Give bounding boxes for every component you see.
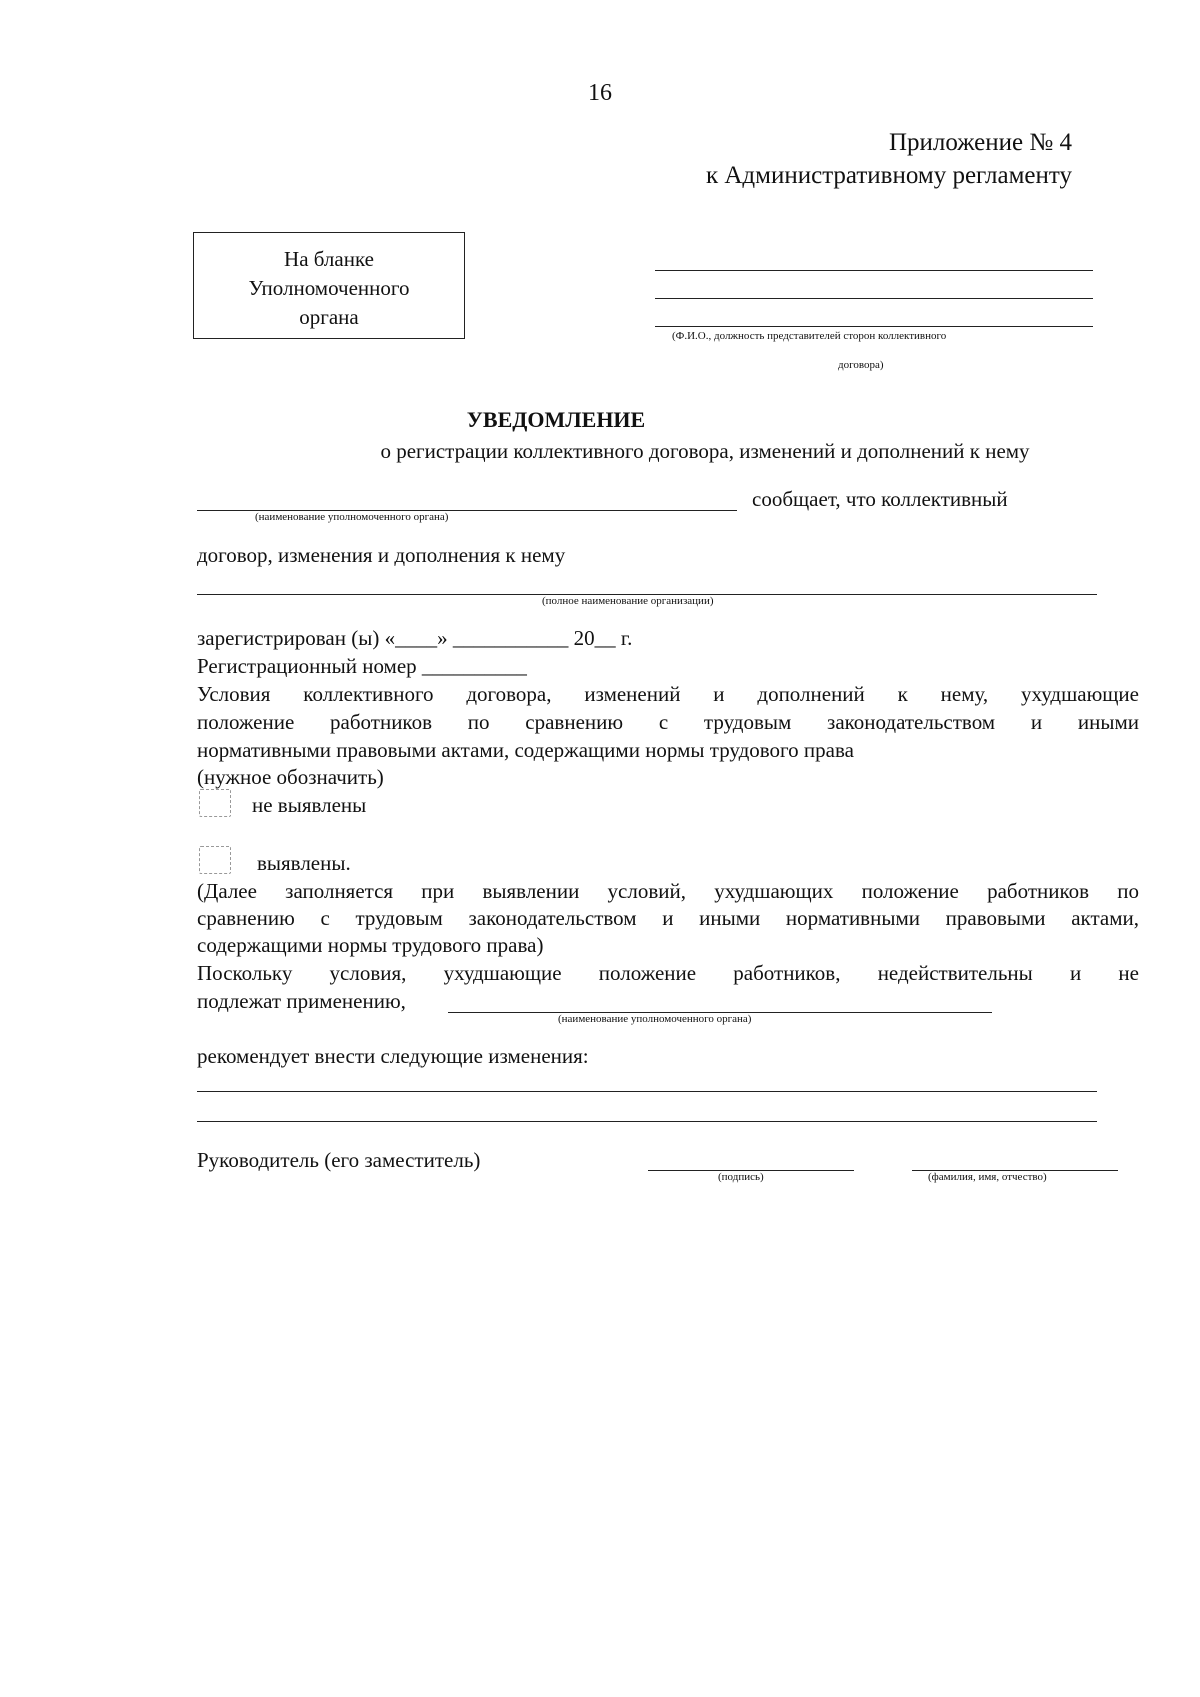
document-subtitle: о регистрации коллективного договора, изменений и дополнений к нему bbox=[380, 439, 1030, 463]
addressee-caption-1: (Ф.И.О., должность представителей сторон коллективного bbox=[672, 330, 947, 342]
signature-caption: (подпись) bbox=[718, 1171, 764, 1183]
registration-number-line: Регистрационный номер __________ bbox=[197, 654, 527, 678]
addressee-line-2 bbox=[655, 298, 1093, 299]
addressee-caption-2: договора) bbox=[838, 359, 884, 371]
authority-caption: (наименование уполномоченного органа) bbox=[255, 511, 449, 523]
recommends-text: рекомендует внести следующие изменения: bbox=[197, 1044, 589, 1068]
contract-text: договор, изменения и дополнения к нему bbox=[197, 543, 566, 567]
appendix-line-1: Приложение № 4 bbox=[888, 129, 1072, 156]
conditions-line-3: нормативными правовыми актами, содержащими нормы трудового права bbox=[197, 738, 854, 762]
organization-caption: (полное наименование организации) bbox=[542, 595, 714, 607]
letterhead-box bbox=[193, 232, 465, 339]
addressee-line-3 bbox=[655, 326, 1093, 327]
since-line: Поскольку условия, ухудшающие положение работников, недействительны и не bbox=[197, 961, 1139, 985]
reports-text: сообщает, что коллективный bbox=[752, 487, 1008, 511]
page-number: 16 bbox=[588, 80, 612, 106]
document-title: УВЕДОМЛЕНИЕ bbox=[466, 407, 646, 432]
conditions-line-1: Условия коллективного договора, изменений и дополнений к нему, ухудшающие bbox=[197, 682, 1139, 706]
full-name-caption: (фамилия, имя, отчество) bbox=[928, 1171, 1047, 1183]
not-applicable-text: подлежат применению, bbox=[197, 989, 406, 1013]
letterhead-line-2: Уполномоченного bbox=[248, 276, 410, 300]
not-found-checkbox[interactable] bbox=[199, 789, 231, 817]
appendix-line-2: к Административному регламенту bbox=[705, 162, 1072, 189]
further-line-1: (Далее заполняется при выявлении условий, ухудшающих положение работников по bbox=[197, 879, 1139, 903]
further-line-3: содержащими нормы трудового права) bbox=[197, 933, 544, 957]
recommendation-line-1 bbox=[197, 1091, 1097, 1092]
letterhead-line-1: На бланке bbox=[284, 247, 374, 271]
mark-needed-text: (нужное обозначить) bbox=[197, 765, 384, 789]
appendix-header bbox=[706, 126, 1072, 192]
found-label: выявлены. bbox=[257, 851, 351, 875]
registered-line: зарегистрирован (ы) «____» ___________ 20__ г. bbox=[197, 626, 633, 650]
further-line-2: сравнению с трудовым законодательством и иными нормативными правовыми актами, bbox=[197, 906, 1139, 930]
authority-caption-2: (наименование уполномоченного органа) bbox=[558, 1013, 752, 1025]
letterhead-line-3: органа bbox=[299, 305, 359, 329]
not-found-label: не выявлены bbox=[252, 793, 367, 817]
head-label: Руководитель (его заместитель) bbox=[197, 1148, 481, 1172]
found-checkbox[interactable] bbox=[199, 846, 231, 874]
recommendation-line-2 bbox=[197, 1121, 1097, 1122]
addressee-line-1 bbox=[655, 270, 1093, 271]
conditions-line-2: положение работников по сравнению с трудовым законодательством и иными bbox=[197, 710, 1139, 734]
